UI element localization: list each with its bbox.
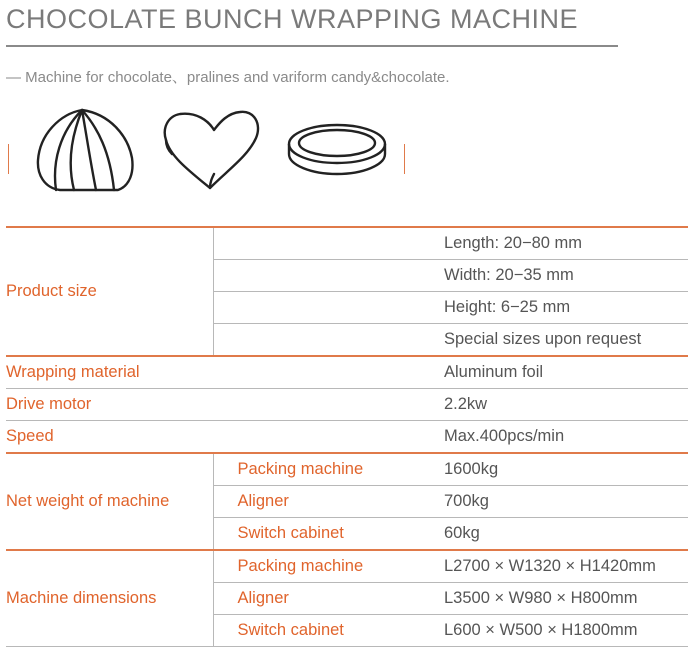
divider-tick-left — [8, 144, 9, 174]
net-weight-packing-label: Packing machine — [213, 453, 438, 486]
speed-value: Max.400pcs/min — [438, 421, 688, 454]
spec-table — [6, 226, 688, 647]
net-weight-cabinet-value: 60kg — [438, 518, 688, 551]
wrapping-material-value: Aluminum foil — [438, 356, 688, 389]
dimensions-packing-value: L2700 × W1320 × H1420mm — [438, 550, 688, 583]
table-row — [6, 453, 688, 486]
title-underline — [6, 45, 618, 47]
product-special: Special sizes upon request — [438, 324, 688, 357]
speed-label: Speed — [6, 421, 213, 454]
page-title: CHOCOLATE BUNCH WRAPPING MACHINE — [6, 4, 579, 34]
table-row — [6, 550, 688, 583]
net-weight-aligner-label: Aligner — [213, 486, 438, 518]
praline-icon — [30, 102, 140, 197]
dimensions-packing-label: Packing machine — [213, 550, 438, 583]
product-icons — [0, 100, 420, 200]
net-weight-aligner-value: 700kg — [438, 486, 688, 518]
dimensions-cabinet-label: Switch cabinet — [213, 615, 438, 647]
table-row — [6, 389, 688, 421]
wrapping-material-label: Wrapping material — [6, 356, 213, 389]
divider-tick-right — [404, 144, 405, 174]
table-row — [6, 227, 688, 260]
product-height: Height: 6−25 mm — [438, 292, 688, 324]
dimensions-label: Machine dimensions — [6, 550, 213, 647]
net-weight-cabinet-label: Switch cabinet — [213, 518, 438, 551]
product-width: Width: 20−35 mm — [438, 260, 688, 292]
table-row — [6, 356, 688, 389]
heart-chocolate-icon — [158, 104, 268, 194]
drive-motor-value: 2.2kw — [438, 389, 688, 421]
product-size-label: Product size — [6, 227, 213, 356]
subtitle: — Machine for chocolate、pralines and variform candy&chocolate. — [6, 69, 450, 86]
drive-motor-label: Drive motor — [6, 389, 213, 421]
table-row — [6, 421, 688, 454]
product-length: Length: 20−80 mm — [438, 227, 688, 260]
dimensions-aligner-value: L3500 × W980 × H800mm — [438, 583, 688, 615]
dimensions-aligner-label: Aligner — [213, 583, 438, 615]
round-chocolate-icon — [282, 120, 392, 180]
dimensions-cabinet-value: L600 × W500 × H1800mm — [438, 615, 688, 647]
net-weight-label: Net weight of machine — [6, 453, 213, 550]
net-weight-packing-value: 1600kg — [438, 453, 688, 486]
